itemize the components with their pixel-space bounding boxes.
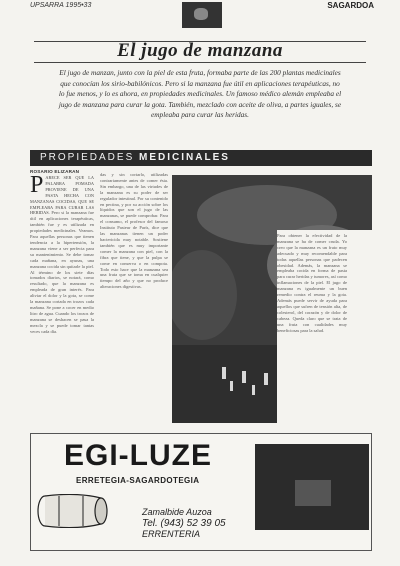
ad-photo — [255, 444, 369, 530]
publication-name: SAGARDOA — [327, 1, 374, 10]
ad-address: Zamalbide Auzoa — [142, 507, 212, 517]
article-byline: ROSARIO ELIZARAN — [30, 169, 80, 174]
ad-contact-block — [142, 507, 226, 540]
section-title-bar — [30, 150, 372, 166]
page-header — [0, 0, 400, 14]
section-title-bold: MEDICINALES — [139, 152, 230, 163]
ad-phone: Tel. (943) 52 39 05 — [142, 518, 226, 529]
article-column-2: das y sin cortarlo, utilizadas contrariamente antes de comer ésta. Sin embargo, una de las virtudes de la manzana es su poder de ser regulador intestinal. Por su contenido en pectina, y por su acción sobre los líquidos que son el jugo de las manzanas, se puede comprobar. Para el consumo, el profesor del famoso Instituto Pasteur de París, dice que las manzanas tienen un poder bactericida muy notable. Sostiene también que es muy importante comer la manzana con piel, con la fibra que tiene, y que la pulpa se come en conserva o en compota. Todo esto hace que la manzana sea una fruta que se toma en cualquier tiempo del año y que no produce alteraciones digestivas. — [100, 172, 168, 290]
lead-paragraph: ARECE SER QUE LA PALABRA POMADA PROVIENE DE UNA PASTA HECHA CON MANZANAS COCIDAS, QUE SE EMPLEABA PARA CURAR LAS HERIDAS. — [30, 175, 94, 216]
ad-city: ERRENTERIA — [142, 529, 201, 539]
article-column-3: Para obtener la efectividad de la manzana se ha de comer cruda. Yo creo que la manzana es un fruto muy adecuado y muy recomendable para todas aquellas personas que padecen obesidad. Además, la manzana se empleaba cocida en forma de pasta para curar heridas y tumores, así como inflamaciones de la piel. El jugo de manzana es igualmente un buen remedio contra el reuma y la gota. Además puede servir de ayuda para aquellos que sufren de tensión alta, de colesterol, del corazón y de dolor de cabeza. Queda claro que se trata de una fruta con cualidades muy beneficiosas para la salud. — [277, 233, 347, 333]
advertisement — [30, 433, 372, 551]
ad-brand-name: EGI-LUZE — [64, 439, 212, 472]
drop-cap: P — [30, 172, 44, 198]
header-thumbnail-image — [182, 2, 222, 28]
ad-subtitle: ERRETEGIA-SAGARDOTEGIA — [76, 476, 200, 485]
section-title-light: PROPIEDADES — [40, 152, 135, 163]
issue-date: UPSARRA 1995•33 — [30, 2, 92, 9]
article-column-1 — [30, 172, 95, 334]
column-1-text: Pero si la manzana fue útil en aplicaciones terapéuticas, también fue y es utilizada en propiedades medicinales. Veamos. Para aquellas personas que tienen tendencia a la hipertensión, la manzana viene a ser perfecta para su mantenimiento. Se debe tomar cada mañana, en ayunas, una manzana cocida sin quitarle la piel. Al término de los siete días tomados diarios, se notará, como resultado, que la manzana es empleada de gran interés. Para aliviar el dolor y la gota, se come la manzana cortada en trozos cada mañana. Se pone a cocer en medio litro de agua. Cuando los trozos de manzana se deshacen se pasa la mezcla y se puede tomar tantas veces cada día. — [30, 210, 95, 334]
article-intro: El jugo de manzan, junto con la piel de esta fruta, formaba parte de las 200 plantas medicinales que conocían los sirio-babilónicos. Pero si la manzana fue útil en aplicaciones terapéuticas, no lo fue menos, y lo es ahora, en propiedades medicinales. Un famoso médico alemán empleaba el jugo de manzana para curar la gota. También, mezclado con aceite de oliva, a partes iguales, se empleaba para curar las heridas. — [58, 68, 342, 120]
barrel-icon — [37, 494, 109, 528]
article-headline: El jugo de manzana — [117, 40, 283, 61]
headline-bottom-rule — [34, 62, 366, 63]
